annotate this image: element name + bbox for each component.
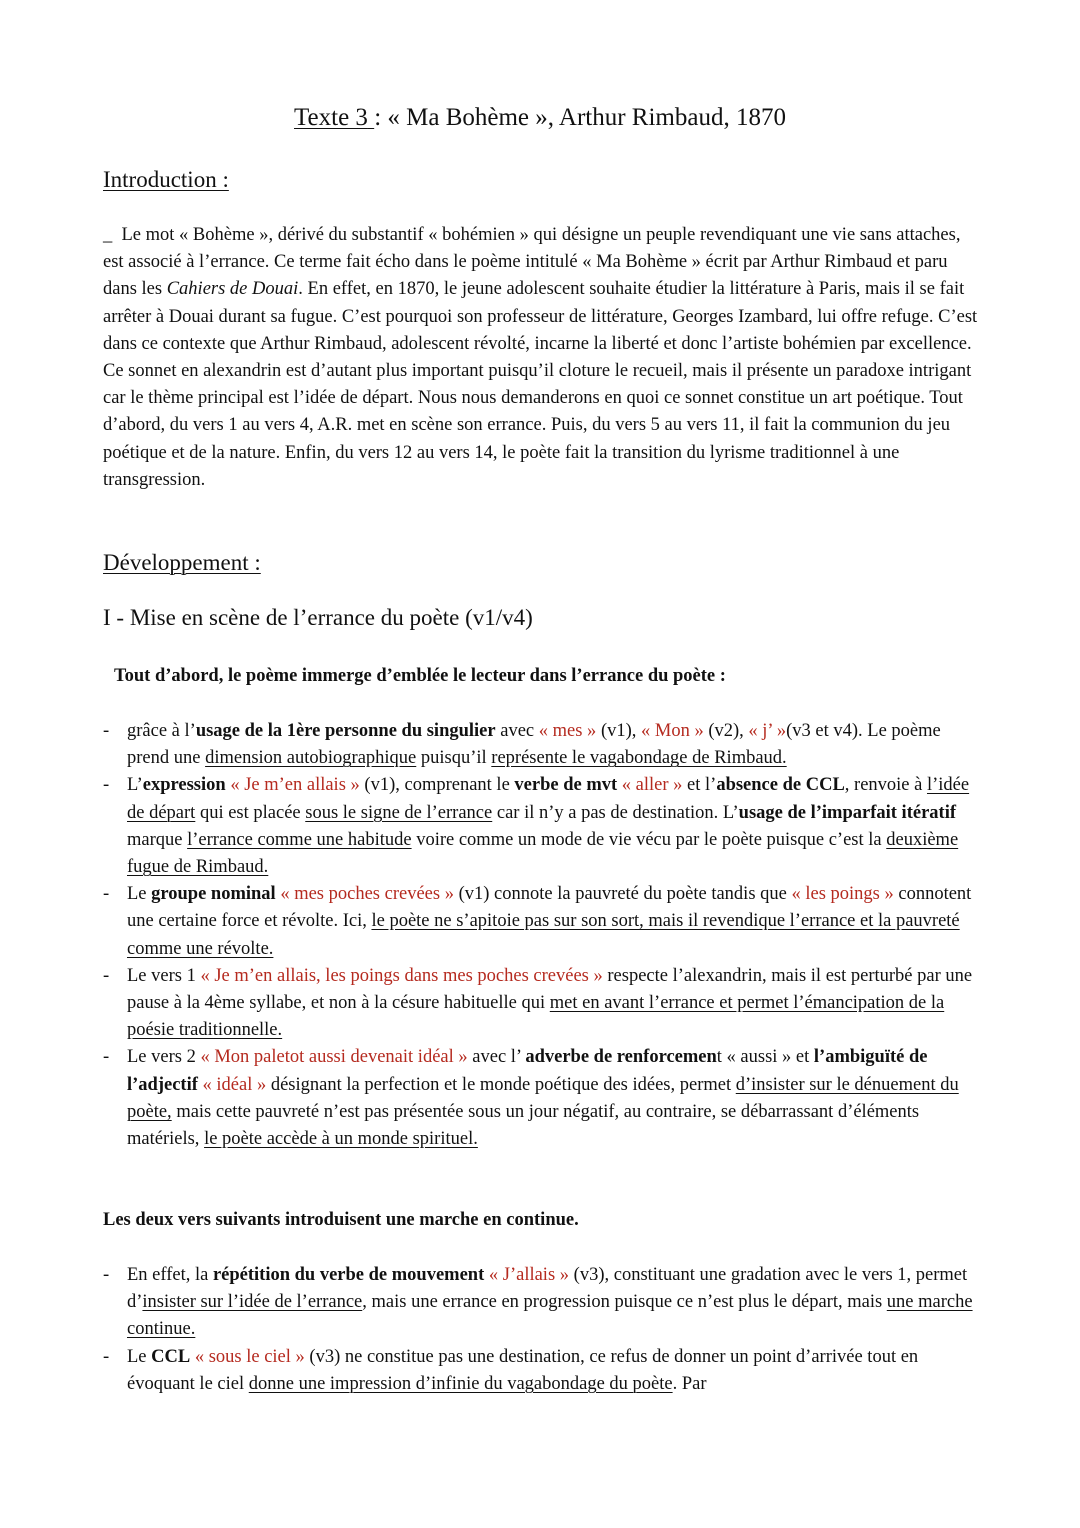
list-item: - Le CCL « sous le ciel » (v3) ne constitue pas une destination, ce refus de donner un point d’arrivée tout en évoquant le ciel donne une impression d’infinie du vagabondage du poète. Par xyxy=(103,1344,983,1398)
introduction-paragraph: _ Le mot « Bohème », dérivé du substantif « bohémien » qui désigne un peuple revendiquant une vie sans attaches, est associé à l’errance. Ce terme fait écho dans le poème intitulé « Ma Bohème » écrit par Arthur Rimbaud et paru dans les Cahiers de Douai. En effet, en 1870, le jeune adolescent souhaite étudier la littérature à Paris, mais il se fait arrêter à Douai durant sa fugue. C’est pourquoi son professeur de littérature, Georges Izambard, lui offre refuge. C’est dans ce contexte que Arthur Rimbaud, adolescent révolté, incarne la liberté et donc l’artiste bohémien par excellence. Ce sonnet en alexandrin est d’autant plus important puisqu’il cloture le recueil, mais il présente un paradoxe intrigant car le thème principal est l’idée de départ. Nous nous demanderons en quoi ce sonnet constitue un art poétique. Tout d’abord, du vers 1 au vers 4, A.R. met en scène son errance. Puis, du vers 5 au vers 11, il fait la communion du jeu poétique et de la nature. Enfin, du vers 12 au vers 14, le poète fait la transition du lyrisme traditionnel à une transgression. xyxy=(103,225,978,490)
bullet-list-2 xyxy=(103,1262,983,1398)
bullet-list-1 xyxy=(103,718,983,1153)
list-item: - En effet, la répétition du verbe de mouvement « J’allais » (v3), constituant une gradation avec le vers 1, permet d’insister sur l’idée de l’errance, mais une errance en progression puisque ce n’est plus le départ, mais une marche continue. xyxy=(103,1262,983,1344)
intro-dash: _ xyxy=(103,225,113,245)
list-item: - L’expression « Je m’en allais » (v1), comprenant le verbe de mvt « aller » et l’absence de CCL, renvoie à l’idée de départ qui est placée sous le signe de l’errance car il n’y a pas de destination. L’usage de l’imparfait itératif marque l’errance comme une habitude voire comme un mode de vie vécu par le poète puisque c’est la deuxième fugue de Rimbaud. xyxy=(103,772,983,881)
list-item: - Le vers 2 « Mon paletot aussi devenait idéal » avec l’ adverbe de renforcement « aussi » et l’ambiguïté de l’adjectif « idéal » désignant la perfection et le monde poétique des idées, permet d’insister sur le dénuement du poète, mais cette pauvreté n’est pas présentée sous un jour négatif, au contraire, se débarrassant d’éléments matériels, le poète accède à un monde spirituel. xyxy=(103,1044,983,1153)
page-title xyxy=(0,100,1080,136)
part-one-heading: I - Mise en scène de l’errance du poète (v1/v4) xyxy=(103,605,533,630)
list-item: - Le groupe nominal « mes poches crevées » (v1) connote la pauvreté du poète tandis que « les poings » connotent une certaine force et révolte. Ici, le poète ne s’apitoie pas sur son sort, mais il revendique l’errance et la pauvreté comme une révolte. xyxy=(103,881,983,963)
list-item: - Le vers 1 « Je m’en allais, les poings dans mes poches crevées » respecte l’alexandrin, mais il est perturbé par une pause à la 4ème syllabe, et non à la césure habituelle qui met en avant l’errance et permet l’émancipation de la poésie traditionnelle. xyxy=(103,963,983,1045)
list-item: - grâce à l’usage de la 1ère personne du singulier avec « mes » (v1), « Mon » (v2), « j’ »(v3 et v4). Le poème prend une dimension autobiographique puisqu’il représente le vagabondage de Rimbaud. xyxy=(103,718,983,772)
development-heading: Développement : xyxy=(103,550,261,575)
lead-paragraph-2: Les deux vers suivants introduisent une marche en continue. xyxy=(103,1210,579,1230)
book-title: Cahiers de Douai xyxy=(166,279,299,300)
title-label: Texte 3 xyxy=(294,104,368,131)
lead-paragraph-1: Tout d’abord, le poème immerge d’emblée le lecteur dans l’errance du poète : xyxy=(114,666,726,686)
introduction-heading: Introduction : xyxy=(103,167,229,192)
title-rest: : « Ma Bohème », Arthur Rimbaud, 1870 xyxy=(374,104,786,131)
